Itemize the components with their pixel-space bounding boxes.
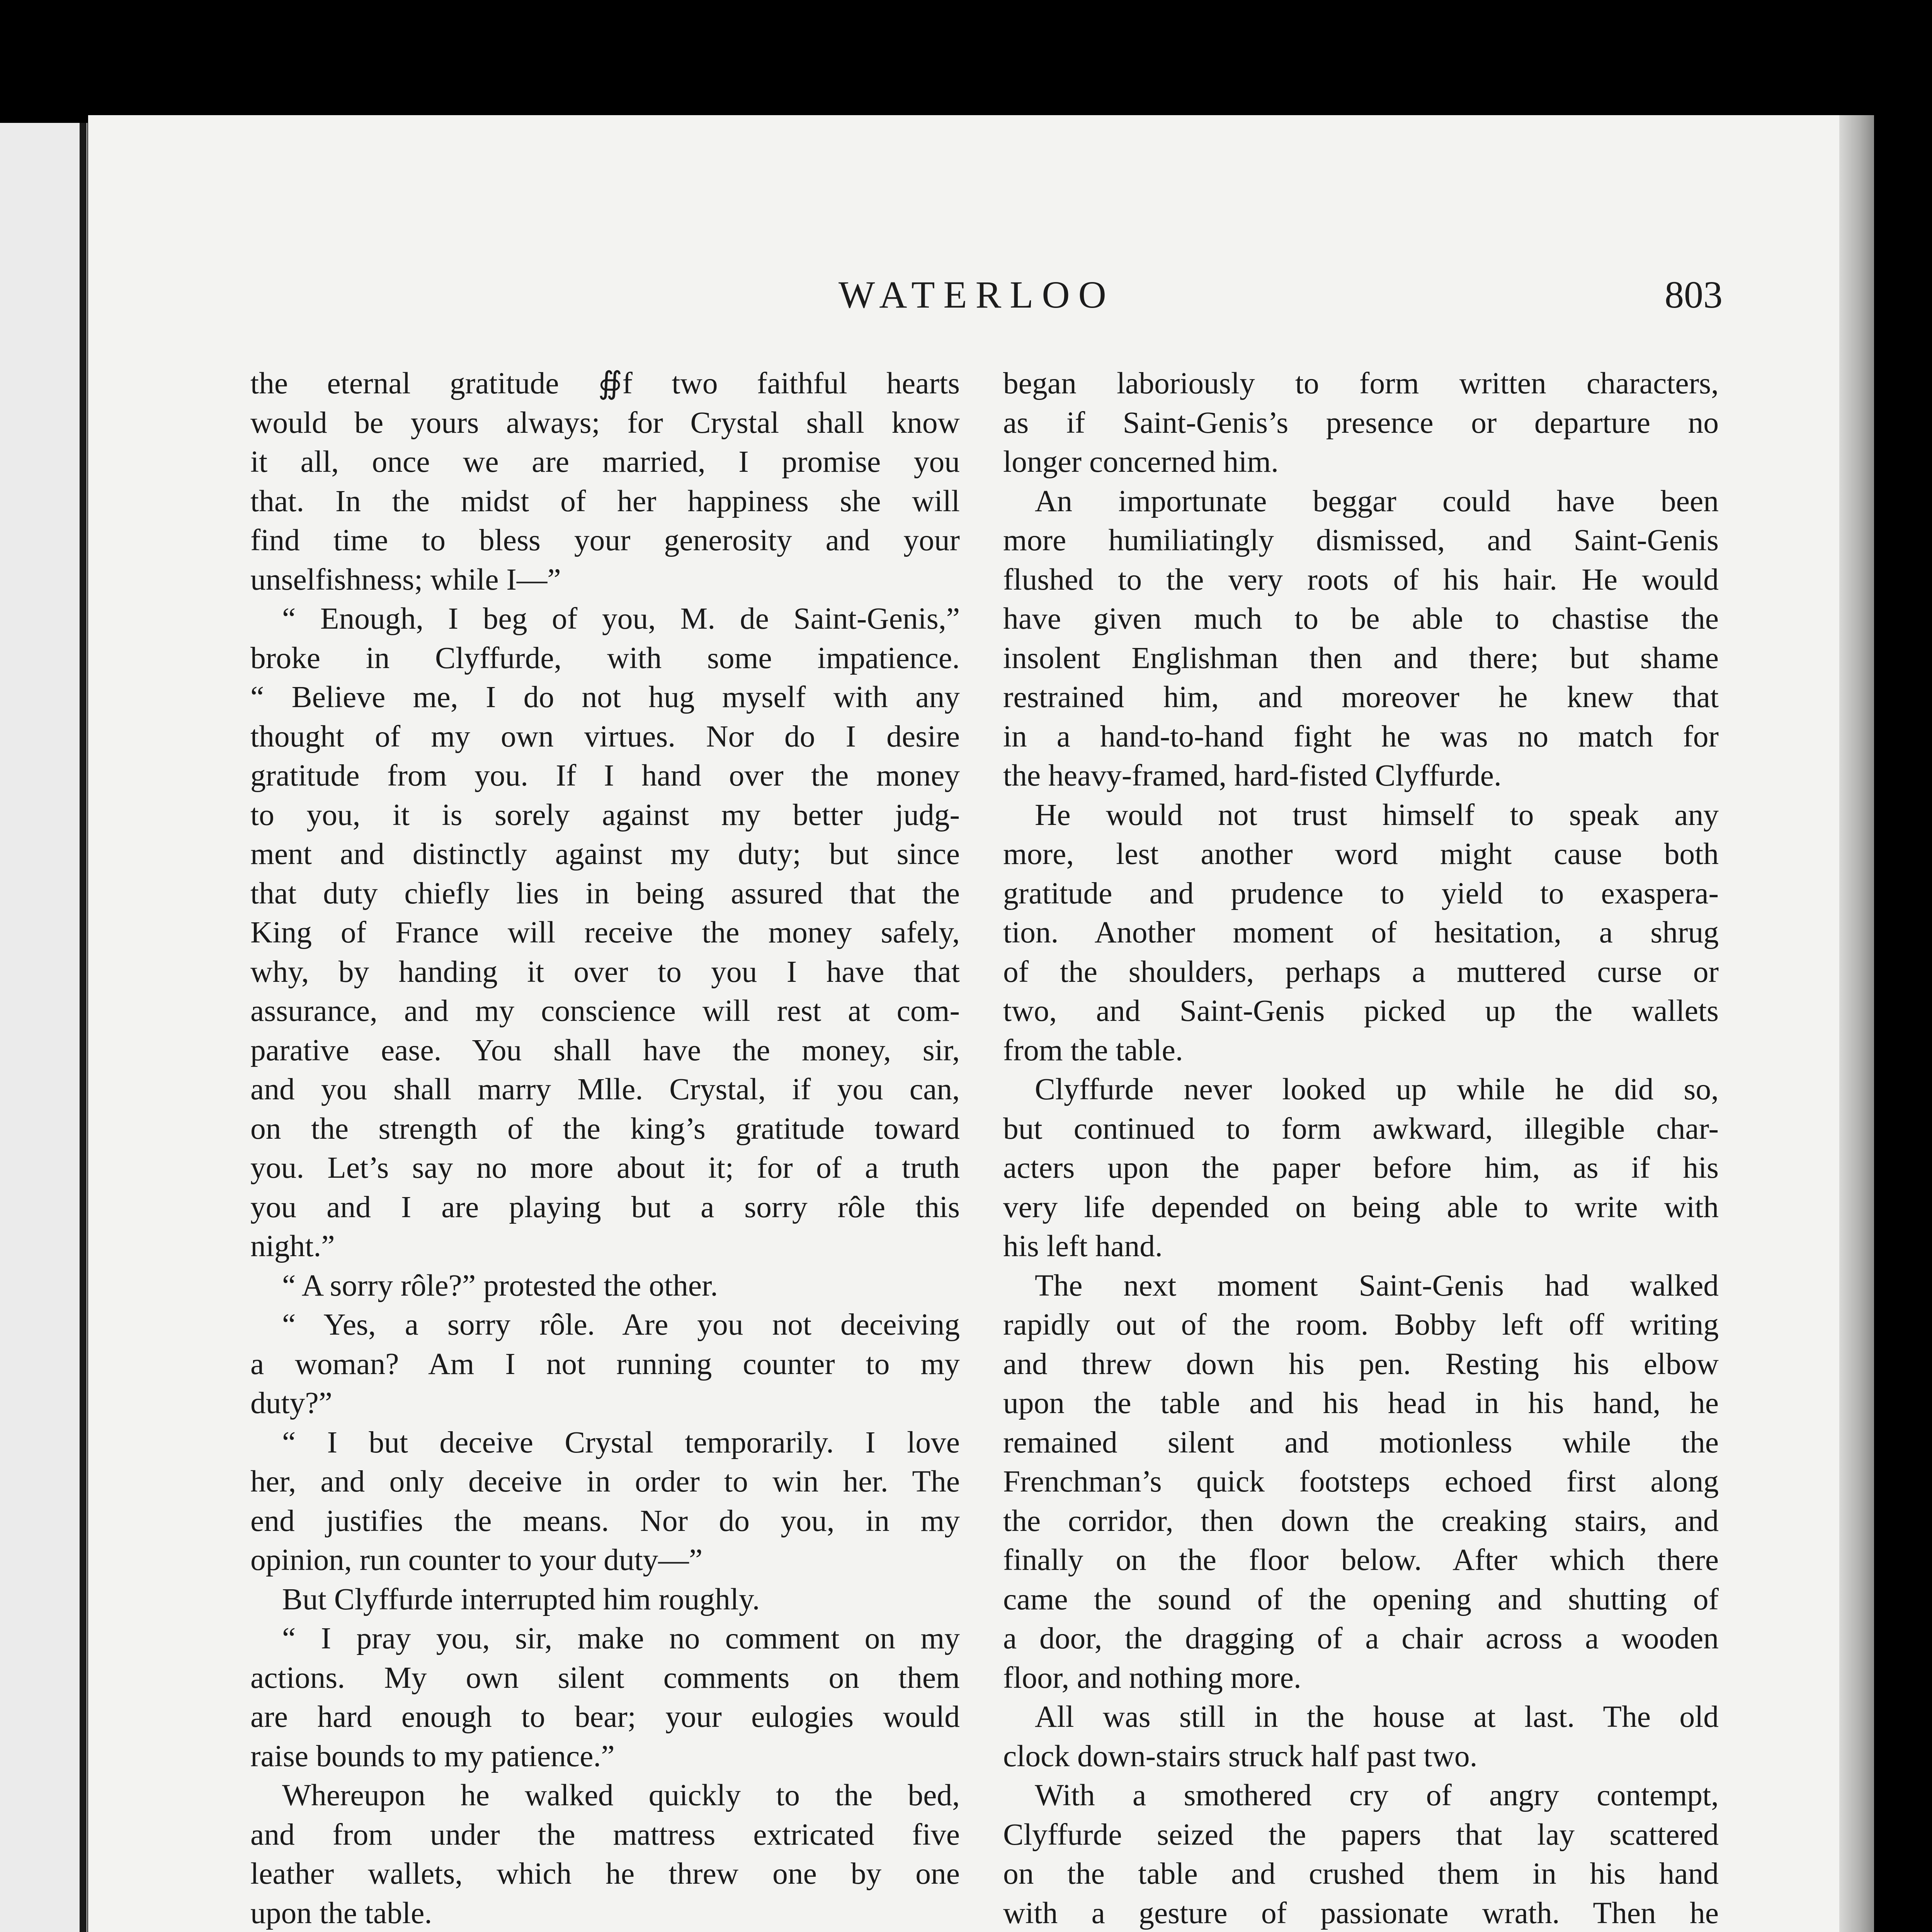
text-line: a woman? Am I not running counter to my <box>250 1347 960 1381</box>
text-line: “ I but deceive Crystal temporarily. I love <box>282 1425 960 1459</box>
right-column <box>1003 364 1719 1932</box>
text-line: and you shall marry Mlle. Crystal, if you can, <box>250 1072 960 1106</box>
text-line: “ Believe me, I do not hug myself with any <box>250 680 960 714</box>
text-line: the heavy-framed, hard-fisted Clyffurde. <box>1003 759 1502 793</box>
text-line: as if Saint-Genis’s presence or departure no <box>1003 405 1719 440</box>
text-line: King of France will receive the money safely, <box>250 915 960 949</box>
text-line: “ Enough, I beg of you, M. de Saint-Genis,” <box>282 602 960 636</box>
text-line: Clyffurde never looked up while he did so, <box>1035 1072 1719 1106</box>
text-line: finally on the floor below. After which there <box>1003 1543 1719 1577</box>
text-line: longer concerned him. <box>1003 445 1279 479</box>
text-line: end justifies the means. Nor do you, in my <box>250 1503 960 1538</box>
text-line: rapidly out of the room. Bobby left off writing <box>1003 1308 1719 1342</box>
page-edge-shadow <box>1839 115 1874 1932</box>
text-line: “ Yes, a sorry rôle. Are you not deceiving <box>282 1308 960 1342</box>
text-line: The next moment Saint-Genis had walked <box>1035 1268 1719 1303</box>
text-line: his left hand. <box>1003 1229 1163 1263</box>
text-line: But Clyffurde interrupted him roughly. <box>282 1582 760 1616</box>
text-line: “ A sorry rôle?” protested the other. <box>282 1268 718 1303</box>
text-line: the eternal gratitude ∯f two faithful hearts <box>250 366 960 400</box>
text-line: restrained him, and moreover he knew that <box>1003 680 1719 714</box>
text-line: insolent Englishman then and there; but shame <box>1003 641 1719 675</box>
text-line: you and I are playing but a sorry rôle this <box>250 1190 960 1224</box>
text-line: are hard enough to bear; your eulogies would <box>250 1700 960 1734</box>
text-line: upon the table and his head in his hand, he <box>1003 1386 1719 1420</box>
text-line: parative ease. You shall have the money, sir, <box>250 1033 960 1067</box>
text-line: on the strength of the king’s gratitude toward <box>250 1111 960 1146</box>
text-line: very life depended on being able to write with <box>1003 1190 1719 1224</box>
text-line: thought of my own virtues. Nor do I desire <box>250 719 960 753</box>
text-line: gratitude and prudence to yield to exaspera- <box>1003 876 1719 910</box>
text-line: that duty chiefly lies in being assured that the <box>250 876 960 910</box>
text-line: “ I pray you, sir, make no comment on my <box>282 1621 960 1655</box>
text-line: a door, the dragging of a chair across a wooden <box>1003 1621 1719 1655</box>
text-line: with a gesture of passionate wrath. Then he <box>1003 1896 1719 1930</box>
text-line: broke in Clyffurde, with some impatience. <box>250 641 960 675</box>
text-line: upon the table. <box>250 1896 432 1930</box>
text-line: acters upon the paper before him, as if his <box>1003 1151 1719 1185</box>
text-line: more humiliatingly dismissed, and Saint-Genis <box>1003 523 1719 557</box>
text-line: opinion, run counter to your duty—” <box>250 1543 703 1577</box>
text-line: it all, once we are married, I promise you <box>250 445 960 479</box>
text-line: you. Let’s say no more about it; for of a truth <box>250 1151 960 1185</box>
right-column-text-top <box>1003 364 1719 1932</box>
text-line: of the shoulders, perhaps a muttered curse or <box>1003 954 1719 989</box>
text-line: raise bounds to my patience.” <box>250 1739 615 1773</box>
text-line: leather wallets, which he threw one by one <box>250 1857 960 1891</box>
text-line: but continued to form awkward, illegible char- <box>1003 1111 1719 1146</box>
text-line: remained silent and motionless while the <box>1003 1425 1719 1459</box>
text-line: Frenchman’s quick footsteps echoed first along <box>1003 1464 1719 1498</box>
running-head: WATERLOO <box>838 273 1115 316</box>
text-line: and threw down his pen. Resting his elbow <box>1003 1347 1719 1381</box>
text-line: have given much to be able to chastise the <box>1003 602 1719 636</box>
text-line: Clyffurde seized the papers that lay scattered <box>1003 1817 1719 1852</box>
text-line: that. In the midst of her happiness she will <box>250 484 960 518</box>
text-line: from the table. <box>1003 1033 1183 1067</box>
text-line: and from under the mattress extricated five <box>250 1817 960 1852</box>
text-line: came the sound of the opening and shutting of <box>1003 1582 1719 1616</box>
text-line: to you, it is sorely against my better judg- <box>250 798 960 832</box>
text-line: flushed to the very roots of his hair. He would <box>1003 562 1719 597</box>
page-number: 803 <box>1665 273 1723 316</box>
text-line: two, and Saint-Genis picked up the wallets <box>1003 994 1719 1028</box>
text-line: Whereupon he walked quickly to the bed, <box>282 1778 960 1812</box>
text-line: her, and only deceive in order to win her. The <box>250 1464 960 1498</box>
text-line: gratitude from you. If I hand over the money <box>250 759 960 793</box>
text-line: on the table and crushed them in his hand <box>1003 1857 1719 1891</box>
text-line: would be yours always; for Crystal shall know <box>250 405 960 440</box>
text-line: actions. My own silent comments on them <box>250 1660 960 1695</box>
text-line: unselfishness; while I—” <box>250 562 561 597</box>
text-line: With a smothered cry of angry contempt, <box>1035 1778 1719 1812</box>
text-line: An importunate beggar could have been <box>1035 484 1719 518</box>
adjacent-page-edge <box>0 123 87 1932</box>
text-line: night.” <box>250 1229 335 1263</box>
text-line: He would not trust himself to speak any <box>1035 798 1719 832</box>
text-line: began laboriously to form written characters, <box>1003 366 1719 400</box>
text-line: duty?” <box>250 1386 332 1420</box>
text-line: the corridor, then down the creaking stairs, and <box>1003 1503 1719 1538</box>
text-line: clock down-stairs struck half past two. <box>1003 1739 1478 1773</box>
text-line: in a hand-to-hand fight he was no match for <box>1003 719 1719 753</box>
text-line: ment and distinctly against my duty; but since <box>250 837 960 871</box>
text-line: more, lest another word might cause both <box>1003 837 1719 871</box>
text-line: tion. Another moment of hesitation, a shrug <box>1003 915 1719 949</box>
text-line: find time to bless your generosity and your <box>250 523 960 557</box>
text-line: assurance, and my conscience will rest at com- <box>250 994 960 1028</box>
book-gutter <box>80 123 87 1932</box>
left-column <box>250 364 960 1932</box>
text-line: floor, and nothing more. <box>1003 1660 1301 1695</box>
text-line: All was still in the house at last. The old <box>1035 1700 1719 1734</box>
text-line: why, by handing it over to you I have that <box>250 954 960 989</box>
